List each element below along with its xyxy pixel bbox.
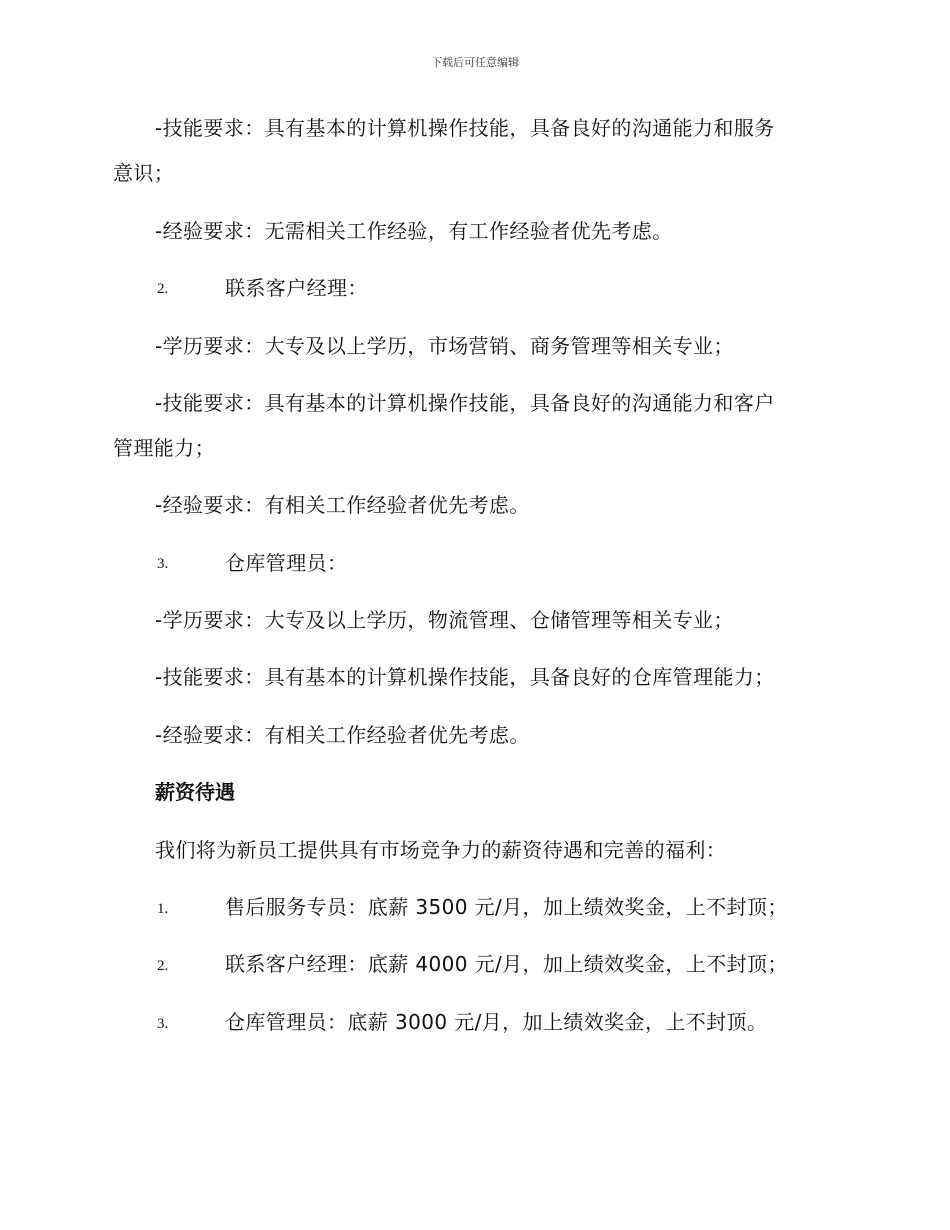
experience-requirement-line: -经验要求：无需相关工作经验，有工作经验者优先考虑。 <box>155 219 673 243</box>
skill-requirement-line-cont: 管理能力； <box>113 436 215 460</box>
salary-item: 仓库管理员：底薪 3000 元/月，加上绩效奖金，上不封顶。 <box>225 1010 768 1034</box>
header-note: 下载后可任意编辑 <box>431 56 519 69</box>
experience-requirement-line: -经验要求：有相关工作经验者优先考虑。 <box>155 493 530 517</box>
skill-requirement-line: -技能要求：具有基本的计算机操作技能，具备良好的仓库管理能力； <box>155 665 775 689</box>
skill-requirement-line: -技能要求：具有基本的计算机操作技能，具备良好的沟通能力和客户 <box>155 391 775 415</box>
list-number: 3. <box>157 556 169 572</box>
list-number: 2. <box>157 958 169 974</box>
section-heading-salary: 薪资待遇 <box>155 780 235 804</box>
education-requirement-line: -学历要求：大专及以上学历，物流管理、仓储管理等相关专业； <box>155 608 734 632</box>
education-requirement-line: -学历要求：大专及以上学历，市场营销、商务管理等相关专业； <box>155 334 734 358</box>
skill-requirement-line-cont: 意识； <box>113 161 175 185</box>
salary-item: 联系客户经理：底薪 4000 元/月，加上绩效奖金，上不封顶； <box>225 952 788 976</box>
position-title-warehouse-manager: 仓库管理员： <box>225 551 348 575</box>
list-number: 1. <box>157 901 169 917</box>
salary-item: 售后服务专员：底薪 3500 元/月，加上绩效奖金，上不封顶； <box>225 895 788 919</box>
experience-requirement-line: -经验要求：有相关工作经验者优先考虑。 <box>155 723 530 747</box>
skill-requirement-line: -技能要求：具有基本的计算机操作技能，具备良好的沟通能力和服务 <box>155 116 775 140</box>
salary-intro: 我们将为新员工提供具有市场竞争力的薪资待遇和完善的福利： <box>155 838 727 862</box>
list-number: 2. <box>157 281 169 297</box>
list-number: 3. <box>157 1016 169 1032</box>
position-title-account-manager: 联系客户经理： <box>225 276 368 300</box>
